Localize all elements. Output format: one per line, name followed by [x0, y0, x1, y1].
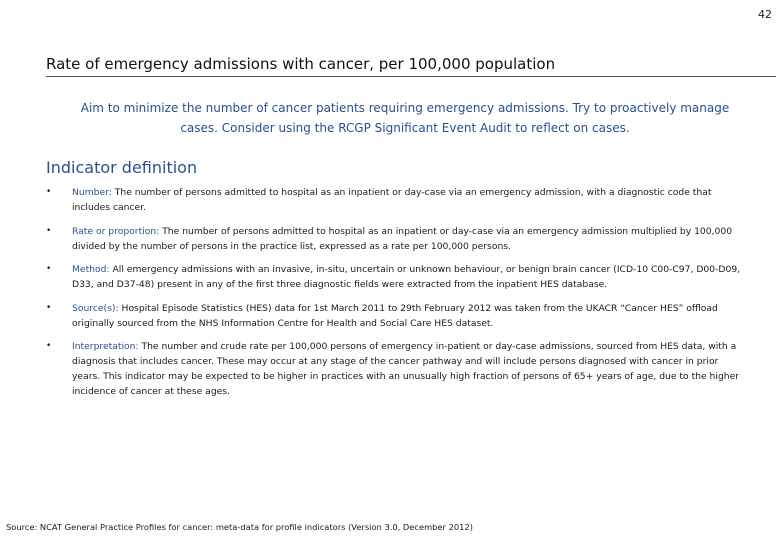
- definition-text: The number of persons admitted to hospital as an inpatient or day-case via an emergency admission multiplied by 100,000 divided by the number of persons in the practice list, expressed as a rate per 100,000 persons.: [72, 225, 733, 252]
- bullet-icon: •: [46, 341, 52, 351]
- definition-item-rate: [46, 224, 746, 254]
- source-citation: Source: NCAT General Practice Profiles for cancer: meta-data for profile indicators (Version 3.0, December 2012): [6, 522, 473, 532]
- definition-item-interpretation: [46, 339, 746, 399]
- definition-list: [46, 185, 746, 408]
- page-title: Rate of emergency admissions with cancer, per 100,000 population: [46, 55, 776, 77]
- page-number: 42: [758, 8, 772, 21]
- definition-text: The number and crude rate per 100,000 persons of emergency in-patient or day-case admissions, sourced from HES data, with a diagnosis that includes cancer. These may occur at any stage of the cancer pathway and will include persons diagnosed with cancer in prior years. This indicator may be expected to be higher in practices with an unusually high fraction of persons of 65+ years of age, due to the higher incidence of cancer at these ages.: [72, 341, 740, 397]
- aim-statement: Aim to minimize the number of cancer patients requiring emergency admissions. Try to proactively manage cases. Consider using the RCGP Significant Event Audit to reflect on cases.: [80, 101, 730, 135]
- bullet-icon: •: [46, 264, 52, 274]
- definition-item-sources: [46, 301, 746, 331]
- definition-label: Number:: [72, 187, 112, 198]
- definition-label: Method:: [72, 264, 110, 275]
- bullet-icon: •: [46, 187, 52, 197]
- definition-item-number: [46, 185, 746, 215]
- section-heading: Indicator definition: [46, 158, 198, 177]
- bullet-icon: •: [46, 302, 52, 313]
- definition-label: Source(s):: [72, 302, 119, 314]
- definition-label: Interpretation:: [72, 341, 139, 352]
- definition-label: Rate or proportion:: [72, 225, 160, 237]
- definition-text: All emergency admissions with an invasive, in-situ, uncertain or unknown behaviour, or benign brain cancer (ICD-10 C00-C97, D00-D09, D33, and D37-48) present in any of the first three diagnostic fields were extracted from the inpatient HES database.: [72, 264, 741, 290]
- bullet-icon: •: [46, 225, 52, 236]
- definition-text: Hospital Episode Statistics (HES) data for 1st March 2011 to 29th February 2012 was taken from the UKACR “Cancer HES” offload originally sourced from the NHS Information Centre for Health and Social Care HES dataset.: [72, 302, 718, 329]
- definition-text: The number of persons admitted to hospital as an inpatient or day-case via an emergency admission, with a diagnostic code that includes cancer.: [72, 187, 712, 213]
- definition-item-method: [46, 262, 746, 292]
